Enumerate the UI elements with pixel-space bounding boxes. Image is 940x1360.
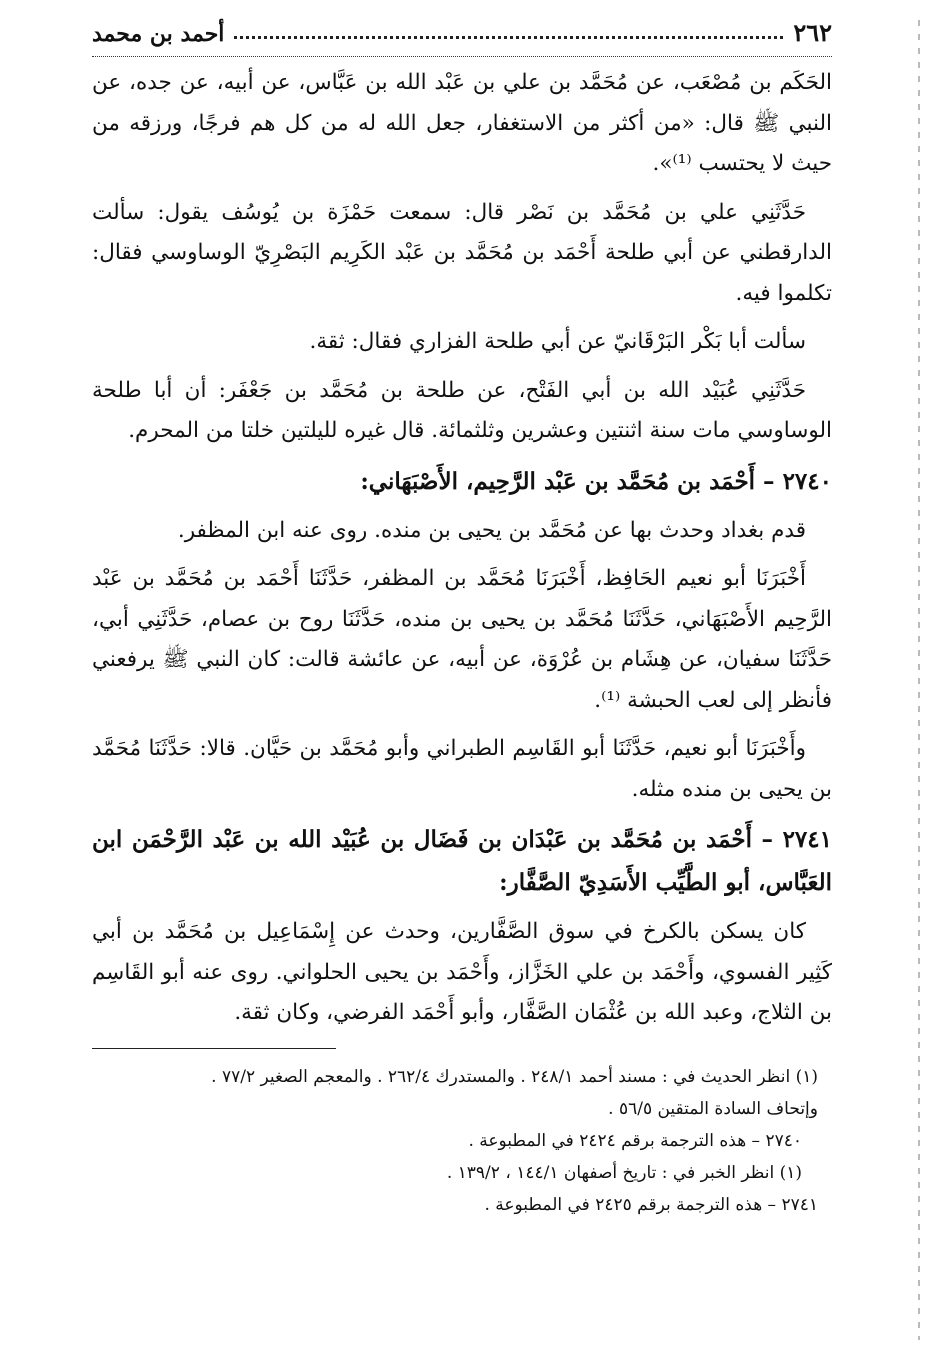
page-header — [92, 18, 832, 57]
footnote-1-line-2: وإتحاف السادة المتقين ٥٦/٥ . — [608, 1098, 818, 1119]
entry-2740-intro: قدم بغداد وحدث بها عن مُحَمَّد بن يحيى بن منده. روى عنه ابن المظفر. — [177, 517, 806, 543]
entry-heading-2741: ٢٧٤١ – أَحْمَد بن مُحَمَّد بن عَبْدَان بن فَضَال بن عُبَيْد الله بن عَبْد الرَّحْمَن ابن العَبَّاس، أبو الطَّيِّب الأَسَدِيّ الصَّفَّار: — [92, 826, 832, 896]
running-head: أحمد بن محمد — [92, 21, 225, 47]
scan-edge-mark — [918, 20, 920, 1340]
paragraph-daraqutni-report: حَدَّثَنِي علي بن مُحَمَّد بن نَصْر قال: سمعت حَمْزَة بن يُوسُف يقول: سألت الدارقطني عن أبي طلحة أَحْمَد بن مُحَمَّد بن عَبْد الكَرِيم البَصْرِيّ الوساوسي فقال: تكلموا فيه. — [92, 199, 832, 306]
page-number: ٢٦٢ — [793, 18, 832, 47]
paragraph-death-date: حَدَّثَنِي عُبَيْد الله بن أبي الفَتْح، عن طلحة بن مُحَمَّد بن جَعْفَر: أن أبا طلحة الوساوسي مات سنة اثنتين وعشرين وثلثمائة. قال غيره لليلتين خلتا من المحرم. — [92, 377, 832, 443]
footnote-separator — [92, 1048, 336, 1049]
footnote-2741: ٢٧٤١ – هذه الترجمة برقم ٢٤٢٥ في المطبوعة . — [484, 1194, 818, 1215]
footnote-1-line-1: (١) انظر الحديث في : مسند أحمد ٢٤٨/١ . والمستدرك ٢٦٢/٤ . والمعجم الصغير ٧٧/٢ . — [211, 1066, 818, 1087]
entry-2741-body: كان يسكن بالكرخ في سوق الصَّفَّارين، وحدث عن إِسْمَاعِيل بن مُحَمَّد بن أبي كَثِير الفسوي، وأَحْمَد بن علي الخَزَّاز، وأَحْمَد بن يحيى الحلواني. روى عنه أبو القَاسِم بن الثلاج، وعبد الله بن عُثْمَان الصَّفَّار، وأبو أَحْمَد الفرضي، وكان ثقة. — [92, 919, 832, 1025]
entry-2740-chain: وأَخْبَرَنَا أبو نعيم، حَدَّثَنَا أبو القَاسِم الطبراني وأبو مُحَمَّد بن حَيَّان. قالا: حَدَّثَنَا مُحَمَّد بن يحيى بن منده مثله. — [92, 736, 832, 802]
footnote-2-line-1: (١) انظر الخبر في : تاريخ أصفهان ١٤٤/١ ، ١٣٩/٢ . — [446, 1162, 802, 1183]
header-dotted-leader — [234, 36, 783, 39]
footnotes — [92, 1063, 832, 1220]
paragraph-hadith-istighfar: الحَكَم بن مُصْعَب، عن مُحَمَّد بن علي بن عَبْد الله بن عَبَّاس، عن أبيه، عن جده، عن النبي ﷺ قال: «من أكثر من الاستغفار، جعل الله له من كل هم فرجًا، ورزقه من حيث لا يحتسب ⁽¹⁾». — [92, 70, 832, 176]
paragraph-barqani-report: سألت أبا بَكْر البَرْقَانيّ عن أبي طلحة الفزاري فقال: ثقة. — [309, 329, 806, 354]
entry-2740-hadith: أَخْبَرَنَا أبو نعيم الحَافِظ، أَخْبَرَنَا مُحَمَّد بن المظفر، حَدَّثَنَا أَحْمَد بن مُحَمَّد بن عَبْد الرَّحِيم الأَصْبَهَاني، حَدَّثَنَا مُحَمَّد بن يحيى بن منده، حَدَّثَنَا روح بن عصام، حَدَّثَنِي أبي، حَدَّثَنَا سفيان، عن هِشَام بن عُرْوَة، عن أبيه، عن عائشة قالت: كان النبي ﷺ يرفعني فأنظر إلى لعب الحبشة ⁽¹⁾. — [92, 566, 832, 713]
footnote-2740: ٢٧٤٠ – هذه الترجمة برقم ٢٤٢٤ في المطبوعة . — [468, 1130, 802, 1151]
entry-heading-2740: ٢٧٤٠ – أَحْمَد بن مُحَمَّد بن عَبْد الرَّحِيم، الأَصْبَهَاني: — [360, 467, 832, 495]
